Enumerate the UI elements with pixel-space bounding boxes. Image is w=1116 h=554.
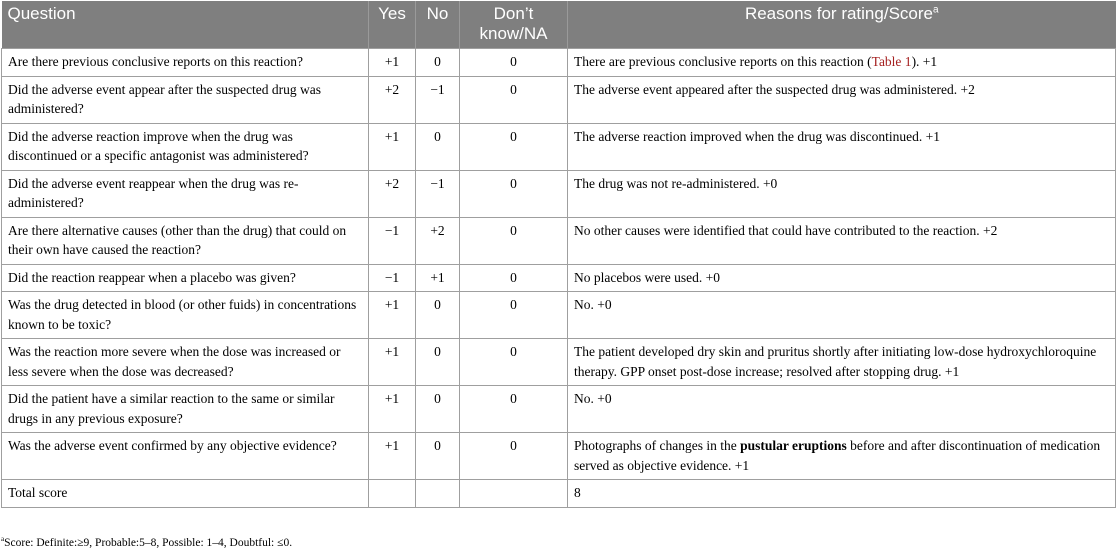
footnote-marker: a xyxy=(1,535,5,544)
yes-cell: +1 xyxy=(369,386,416,433)
table-row xyxy=(2,264,1116,292)
yes-cell: +1 xyxy=(369,292,416,339)
question-cell: Was the adverse event confirmed by any objective evidence? xyxy=(2,433,369,480)
header-row xyxy=(2,1,1116,49)
dont-know-cell: 0 xyxy=(460,123,568,170)
table-row xyxy=(2,339,1116,386)
question-cell: Are there alternative causes (other than the drug) that could on their own have caused the reaction? xyxy=(2,217,369,264)
no-cell: 0 xyxy=(416,123,460,170)
question-cell: Are there previous conclusive reports on this reaction? xyxy=(2,49,369,77)
table-reference-link[interactable]: Table 1 xyxy=(871,54,912,69)
question-cell: Did the reaction reappear when a placebo was given? xyxy=(2,264,369,292)
header-reasons: Reasons for rating/Score$^a$ xyxy=(568,1,1116,49)
question-cell: Did the patient have a similar reaction to the same or similar drugs in any previous exposure? xyxy=(2,386,369,433)
reason-cell: No. +0 xyxy=(568,386,1116,433)
total-value: 8 xyxy=(568,480,1116,508)
table-row xyxy=(2,49,1116,77)
no-cell: +1 xyxy=(416,264,460,292)
reason-cell: No placebos were used. +0 xyxy=(568,264,1116,292)
dont-know-cell: 0 xyxy=(460,339,568,386)
dont-know-cell: 0 xyxy=(460,49,568,77)
question-cell: Did the adverse event reappear when the drug was re-administered? xyxy=(2,170,369,217)
table-row xyxy=(2,123,1116,170)
question-cell: Was the drug detected in blood (or other fuids) in concentrations known to be toxic? xyxy=(2,292,369,339)
question-cell: Did the adverse event appear after the suspected drug was administered? xyxy=(2,76,369,123)
dont-know-cell: 0 xyxy=(460,76,568,123)
reason-cell: No other causes were identified that could have contributed to the reaction. +2 xyxy=(568,217,1116,264)
reason-cell: There are previous conclusive reports on this reaction (Table 1). +1 xyxy=(568,49,1116,77)
yes-cell: +2 xyxy=(369,76,416,123)
table-row xyxy=(2,292,1116,339)
header-yes: Yes xyxy=(369,1,416,49)
yes-cell: +1 xyxy=(369,339,416,386)
no-cell: 0 xyxy=(416,386,460,433)
reason-cell: The drug was not re-administered. +0 xyxy=(568,170,1116,217)
table-row xyxy=(2,433,1116,480)
total-dk-empty xyxy=(460,480,568,508)
no-cell: −1 xyxy=(416,76,460,123)
naranjo-table xyxy=(1,1,1116,508)
no-cell: −1 xyxy=(416,170,460,217)
table-row xyxy=(2,170,1116,217)
reason-cell: Photographs of changes in the pustular eruptions before and after discontinuation of medication served as objective evidence. +1 xyxy=(568,433,1116,480)
total-no-empty xyxy=(416,480,460,508)
no-cell: 0 xyxy=(416,433,460,480)
yes-cell: +1 xyxy=(369,123,416,170)
header-no: No xyxy=(416,1,460,49)
reason-cell: The adverse reaction improved when the drug was discontinued. +1 xyxy=(568,123,1116,170)
reason-cell: The adverse event appeared after the suspected drug was administered. +2 xyxy=(568,76,1116,123)
dont-know-cell: 0 xyxy=(460,386,568,433)
question-cell: Did the adverse reaction improve when the drug was discontinued or a specific antagonist was administered? xyxy=(2,123,369,170)
header-dont-know: Don’t know/NA xyxy=(460,1,568,49)
no-cell: 0 xyxy=(416,339,460,386)
no-cell: 0 xyxy=(416,292,460,339)
no-cell: +2 xyxy=(416,217,460,264)
yes-cell: +1 xyxy=(369,433,416,480)
yes-cell: −1 xyxy=(369,264,416,292)
total-label: Total score xyxy=(2,480,369,508)
table-row xyxy=(2,217,1116,264)
yes-cell: +1 xyxy=(369,49,416,77)
header-question: Question xyxy=(2,1,369,49)
reason-cell: The patient developed dry skin and pruritus shortly after initiating low-dose hydroxychloroquine therapy. GPP onset post-dose increase; resolved after stopping drug. +1 xyxy=(568,339,1116,386)
question-cell: Was the reaction more severe when the dose was increased or less severe when the dose was decreased? xyxy=(2,339,369,386)
pustular-eruptions-emphasis: pustular eruptions xyxy=(740,438,847,453)
reason-cell: No. +0 xyxy=(568,292,1116,339)
dont-know-cell: 0 xyxy=(460,433,568,480)
no-cell: 0 xyxy=(416,49,460,77)
total-yes-empty xyxy=(369,480,416,508)
table-row xyxy=(2,386,1116,433)
table-row xyxy=(2,76,1116,123)
yes-cell: −1 xyxy=(369,217,416,264)
total-row xyxy=(2,480,1116,508)
dont-know-cell: 0 xyxy=(460,292,568,339)
dont-know-cell: 0 xyxy=(460,264,568,292)
dont-know-cell: 0 xyxy=(460,170,568,217)
yes-cell: +2 xyxy=(369,170,416,217)
table-footnote: $^a$Score: Definite:≥9, Probable:5–8, Possible: 1–4, Doubtful: ≤0. xyxy=(1,535,293,549)
dont-know-cell: 0 xyxy=(460,217,568,264)
header-footnote-marker: a xyxy=(932,4,939,16)
